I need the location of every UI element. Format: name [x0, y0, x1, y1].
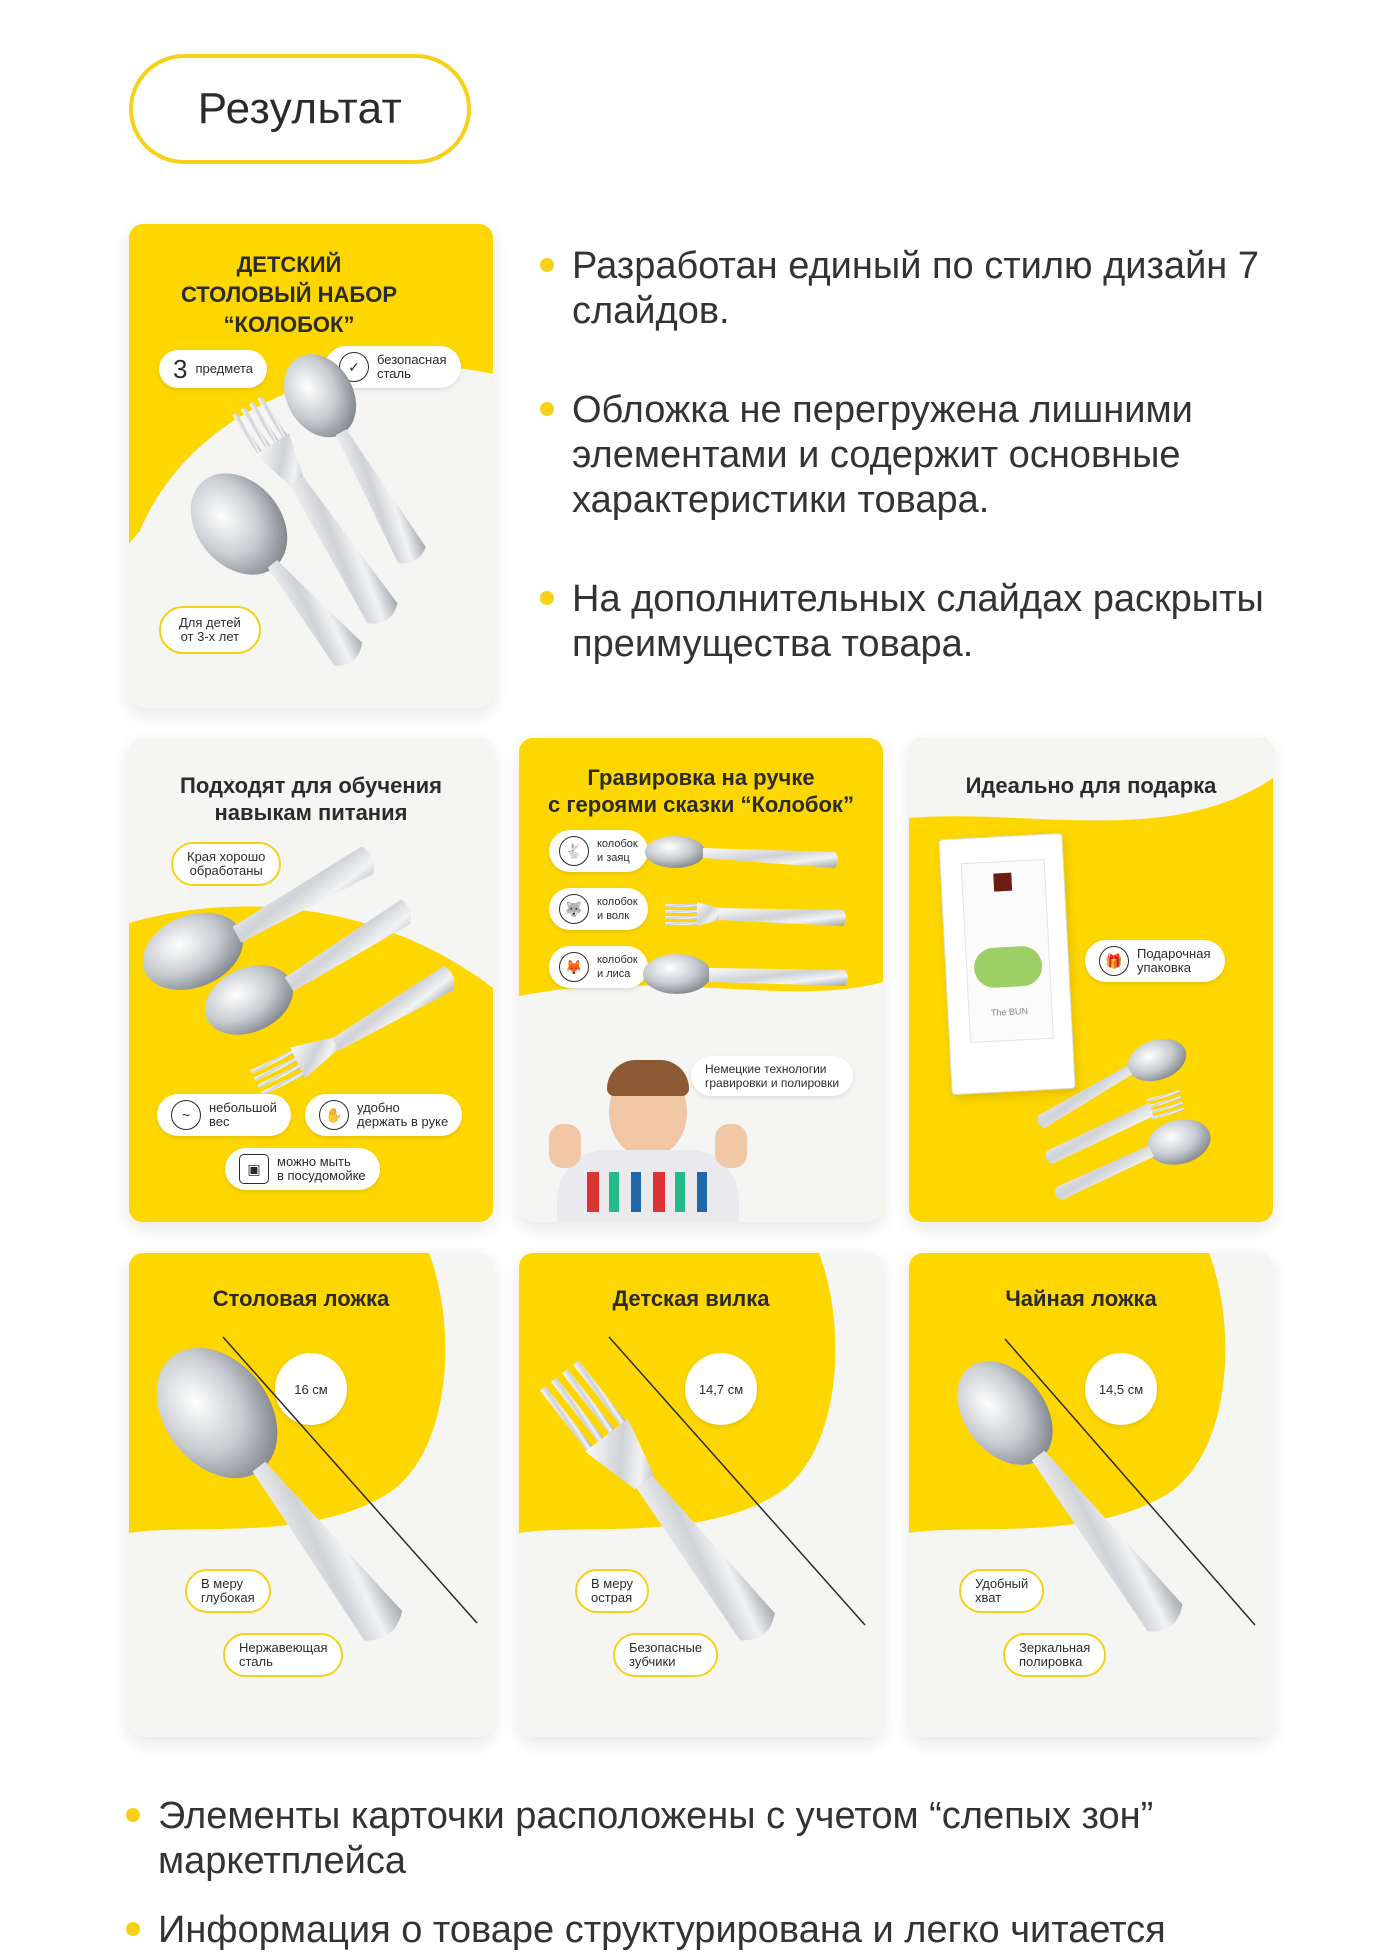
depth-label: В меру глубокая — [201, 1576, 255, 1605]
size-badge: 14,7 см — [685, 1353, 757, 1425]
engraving-title-line: Гравировка на ручке — [587, 765, 815, 790]
tablespoon-slide — [129, 1253, 493, 1737]
wolf-icon: 🐺 — [559, 894, 589, 924]
grip-chip — [305, 1094, 462, 1136]
bottom-bullet-list — [122, 1794, 1302, 1953]
box-brand: The BUN — [990, 1005, 1029, 1018]
bullet-item: На дополнительных слайдах раскрыты преимущества товара. — [536, 577, 1296, 667]
grip-label: удобно держать в руке — [357, 1100, 449, 1129]
child-photo — [537, 1054, 757, 1222]
items-count-label: предмета — [195, 361, 254, 376]
thumb-right — [715, 1124, 747, 1168]
steel-chip — [223, 1633, 343, 1677]
size-badge: 16 см — [275, 1353, 347, 1425]
teaspoon-image — [1025, 1032, 1195, 1130]
fork-title: Детская вилка — [612, 1286, 770, 1311]
cover-slide — [129, 224, 493, 708]
gift-icon: 🎁 — [1099, 946, 1129, 976]
teaspoon-title: Чайная ложка — [1005, 1286, 1157, 1311]
hand-icon: ✋ — [319, 1100, 349, 1130]
age-chip — [159, 606, 261, 654]
grip-chip — [959, 1569, 1044, 1613]
technology-label: Немецкие технологии гравировки и полировки — [705, 1062, 840, 1090]
bullet-item: Информация о товаре структурирована и легко читается — [122, 1908, 1302, 1953]
grip-label: Удобный хват — [975, 1576, 1029, 1605]
thumb-left — [549, 1124, 581, 1168]
fork-slide — [519, 1253, 883, 1737]
steel-label: Нержавеющая сталь — [239, 1640, 328, 1669]
sharpness-label: В меру острая — [591, 1576, 634, 1605]
gift-slide — [909, 738, 1273, 1222]
engraving-slide — [519, 738, 883, 1222]
bullet-item: Элементы карточки расположены с учетом “слепых зон” маркетплейса — [122, 1794, 1302, 1884]
items-count-number: 3 — [173, 354, 188, 384]
sweater-pattern — [587, 1172, 707, 1212]
depth-chip — [185, 1569, 271, 1613]
size-badge: 14,5 см — [1085, 1353, 1157, 1425]
engraving-item-label: колобок и волк — [597, 896, 638, 922]
polish-label: Зеркальная полировка — [1019, 1640, 1091, 1669]
cover-title-line: “КОЛОБОК” — [223, 312, 355, 337]
fork-image — [665, 902, 846, 926]
hare-icon: 🐇 — [559, 836, 589, 866]
spoon-image — [645, 836, 838, 868]
feather-icon: ~ — [171, 1100, 201, 1130]
fork-image — [538, 1359, 784, 1652]
sharpness-chip — [575, 1569, 649, 1613]
safe-teeth-label: Безопасные зубчики — [629, 1640, 703, 1669]
dishwasher-icon: ▣ — [239, 1154, 269, 1184]
gift-cutlery-image — [909, 738, 1273, 1222]
engraving-title-line: с героями сказки “Колобок” — [548, 792, 854, 817]
page-title: Результат — [129, 54, 471, 164]
cover-title-line: ДЕТСКИЙ — [236, 252, 342, 277]
age-label: Для детей от 3-х лет — [179, 615, 241, 644]
edges-label: Края хорошо обработаны — [187, 849, 266, 878]
spoon-image — [643, 954, 848, 994]
learning-title-line: навыкам питания — [214, 800, 408, 825]
polish-chip — [1003, 1633, 1106, 1677]
safe-teeth-chip — [613, 1633, 718, 1677]
dishwasher-label: можно мыть в посудомойке — [277, 1154, 366, 1183]
gift-title: Идеально для подарка — [965, 773, 1217, 798]
learning-title-line: Подходят для обучения — [180, 773, 442, 798]
engraving-item-label: колобок и заяц — [597, 838, 638, 864]
shield-icon: ✓ — [339, 352, 369, 382]
top-bullet-list — [536, 244, 1296, 667]
fox-icon: 🦊 — [559, 952, 589, 982]
weight-label: небольшой вес — [209, 1100, 277, 1129]
gift-pack-label: Подарочная упаковка — [1137, 946, 1211, 975]
safe-steel-label: безопасная сталь — [377, 352, 447, 381]
spoon-image — [132, 1324, 431, 1665]
dishwasher-chip — [225, 1148, 380, 1190]
bullet-item: Обложка не перегружена лишними элементами и содержит основные характеристики товара. — [536, 388, 1296, 523]
tablespoon-title: Столовая ложка — [212, 1286, 390, 1311]
bullet-item: Разработан единый по стилю дизайн 7 слайдов. — [536, 244, 1296, 334]
child-hair — [607, 1060, 689, 1096]
teaspoon-slide — [909, 1253, 1273, 1737]
engraving-item-label: колобок и лиса — [597, 954, 638, 980]
learning-slide — [129, 738, 493, 1222]
cover-title-line: СТОЛОВЫЙ НАБОР — [180, 282, 398, 307]
weight-chip — [157, 1094, 291, 1136]
